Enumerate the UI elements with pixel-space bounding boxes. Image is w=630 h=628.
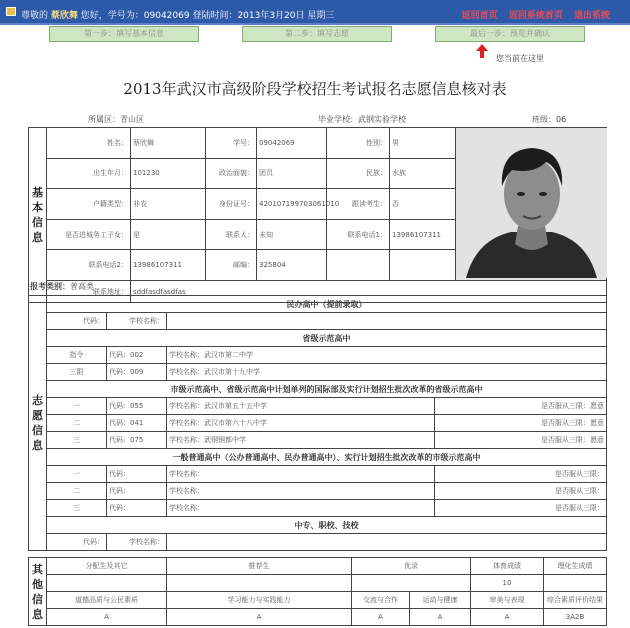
vocational-title: 中专、职校、技校 xyxy=(47,517,607,534)
exam-type-row: 报考类别：普高类 xyxy=(30,282,94,291)
table-row: 三 代码： 学校名称： 是否服从三限： xyxy=(29,500,607,517)
contact-person: 未知 xyxy=(257,219,327,250)
migrant-child: 是 xyxy=(131,219,206,250)
portrait-image xyxy=(456,128,607,278)
up-arrow-icon xyxy=(476,44,488,51)
sports-score: 10 xyxy=(471,575,544,592)
user-name: 蔡欣舞 xyxy=(50,11,78,21)
other-info-table: 其他信息 分配生及其它 推荐生 优录 体育成绩 理化生成绩 10 道德品质与公民素质 学习能力与实践能力 交流与合作 运动与健康 审美与表现 综合素质评价结果 A A A A A 3A2B xyxy=(28,557,607,626)
page-title: 2013年武汉市高级阶段学校招生考试报名志愿信息核对表 xyxy=(123,80,507,98)
link-logout[interactable]: 退出系统 xyxy=(573,11,610,21)
table-row: 代码： 学校名称： xyxy=(29,534,607,551)
tracking-student: 否 xyxy=(390,189,456,220)
ethnicity: 水族 xyxy=(390,158,456,189)
section-choices: 志愿信息 xyxy=(29,296,47,551)
step-3-button[interactable]: 最后一步：预览并确认 xyxy=(435,26,585,42)
student-id: 09042069 xyxy=(257,128,327,159)
section-basic-info: 基本信息 xyxy=(29,128,47,303)
table-row: 二 代码： 学校名称： 是否服从三限： xyxy=(29,483,607,500)
hukou-type: 非农 xyxy=(131,189,206,220)
table-row: 一 代码： 学校名称： 是否服从三限： xyxy=(29,466,607,483)
gender: 男 xyxy=(390,128,456,159)
choices-table: 志愿信息 民办高中（提前录取） 代码： 学校名称： 省级示范高中 指令 代码：002 学校名称：武汉市第二中学 三限 代码：009 学校名称：武汉市第十九中学 市级示范高中、省级示范高中计划单列的国际部及实行计划招生批次改革的省级示范高中 一 代码：055 学校名称：武汉市第五十五中学 是否服从三限：愿意 二 代码：041 学校名称：武汉市第六十八中学 是否服从三限：愿意 三 代码：075 学校名称：武钢钢都中学 是否服从三限：愿意 一般普通高中（公办普通高中、民办普通高中）、实行计划招生批次改革的市级示范高中 一 代码： 学校名称： 是否服从三限： 二 代码： 学校名称： 是否服从三限： 三 代码： 学校名称： 是否服从三限： 中专、职校、技校 代码： 学校名称： xyxy=(28,295,607,551)
user-icon xyxy=(6,7,16,16)
table-row: 三限 代码：009 学校名称：武汉市第十九中学 xyxy=(29,364,607,381)
student-name: 蔡欣舞 xyxy=(131,128,206,159)
phone-2: 13986107311 xyxy=(131,250,206,281)
city-demo-title: 市级示范高中、省级示范高中计划单列的国际部及实行计划招生批次改革的省级示范高中 xyxy=(47,381,607,398)
table-row: 一 代码：055 学校名称：武汉市第五十五中学 是否服从三限：愿意 xyxy=(29,398,607,415)
link-home[interactable]: 返回首页 xyxy=(461,11,498,21)
birth-date: 101230 xyxy=(131,158,206,189)
table-row: 二 代码：041 学校名称：武汉市第六十八中学 是否服从三限：愿意 xyxy=(29,415,607,432)
address: sddfasdfasdfas xyxy=(131,281,607,303)
basic-info-table: 基本信息 姓名： 蔡欣舞 学号： 09042069 性别： 男 出生年月： 101230 政治面貌： 团员 民族： 水族 户籍类型： 非农 身份证号： 420107199703061010 跟读考生： 否 是否进城务工子女： 是 联系人： 未知 联系电话1： 13986107311 联系电话2： 13986107311 邮编： 325804 联系地址： sddfasdfasdfas xyxy=(28,127,607,303)
top-header-bar xyxy=(0,0,630,25)
table-row: 三 代码：075 学校名称：武钢钢都中学 是否服从三限：愿意 xyxy=(29,432,607,449)
private-high-school-title: 民办高中（提前录取） xyxy=(47,296,607,313)
general-high-school-title: 一般普通高中（公办普通高中、民办普通高中）、实行计划招生批次改革的市级示范高中 xyxy=(47,449,607,466)
phone-1: 13986107311 xyxy=(390,219,456,250)
postcode: 325804 xyxy=(257,250,327,281)
header-links xyxy=(454,8,610,21)
table-row: 指令 代码：002 学校名称：武汉市第二中学 xyxy=(29,347,607,364)
greeting-text: 尊敬的 蔡欣舞 您好，学号为：09042069 登陆时间：2013年3月20日 星期三 xyxy=(21,11,335,21)
provincial-demo-title: 省级示范高中 xyxy=(47,330,607,347)
overall-evaluation: 3A2B xyxy=(544,609,607,626)
political-status: 团员 xyxy=(257,158,327,189)
student-photo xyxy=(456,128,606,280)
step-1-button[interactable]: 第一步：填写基本信息 xyxy=(49,26,199,42)
link-system-home[interactable]: 返回系统首页 xyxy=(508,11,563,21)
section-other-info: 其他信息 xyxy=(29,558,47,626)
id-card-number: 420107199703061010 xyxy=(257,189,327,220)
exam-type: 普高类 xyxy=(70,282,94,291)
step-2-button[interactable]: 第二步：填写志愿 xyxy=(242,26,392,42)
